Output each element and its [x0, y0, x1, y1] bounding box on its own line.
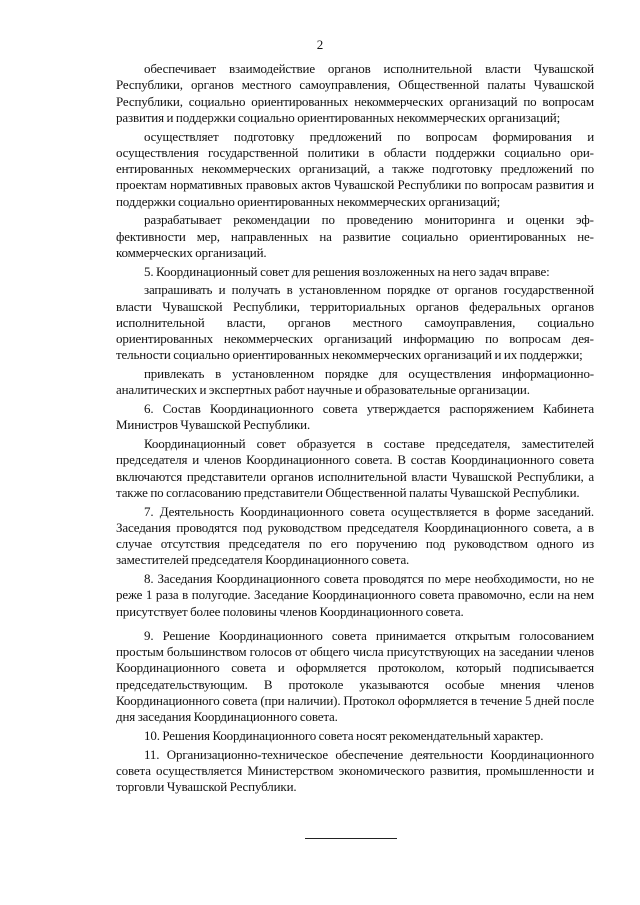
paragraph-11-support: 11. Организационно-техническое обеспечение деятельности Координационного совета осуществляется Министерством экономического развития, промышленности и торговли Чувашской Республики.: [116, 746, 594, 794]
paragraph-proposals-duty: осуществляет подготовку предложений по вопросам формирования и осуществления государственной политики в области поддержки социально ориентированных некоммерческих организаций, а также подготовку предложений по проектам нормативных правовых актов Чувашской Республики по вопросам развития и поддержки социально ориентированных некоммерческих организаций;: [116, 128, 594, 209]
paragraph-formation: Координационный совет образуется в составе председателя, заместителей председателя и членов Координационного совета. В состав Координационного совета включаются представители органов исполнительной власти Чувашской Республики, а также по согласованию представители Общественной палаты Чувашской Республики.: [116, 436, 594, 500]
paragraph-request-info-right: запрашивать и получать в установленном порядке от органов государственной власти Чувашской Республики, территориальных органов федеральных органов исполнительной власти, органов местного самоуправления, социально ориентированных некоммерческих организаций информацию по вопросам деятельности социально ориентированных некоммерческих организаций и их поддержки;: [116, 282, 594, 363]
paragraph-5-rights: 5. Координационный совет для решения возложенных на него задач вправе:: [144, 263, 550, 279]
paragraph-10-recommendations: 10. Решения Координационного совета носят рекомендательный характер.: [144, 727, 544, 743]
paragraph-9-decisions: 9. Решение Координационного совета принимается открытым голосованием простым большинством голосов от общего числа присутствующих на заседании членов Координационного совета и оформляется протоколом, который подписывается председательствующим. В протоколе указываются особые мнения членов Координационного совета (при наличии). Протокол оформляется в течение 5 дней после дня заседания Координационного совета.: [116, 627, 594, 724]
paragraph-coordination-duty: обеспечивает взаимодействие органов исполнительной власти Чувашской Республики, органов местного самоуправления, Общественной палаты Чувашской Республики, социально ориентированных некоммерческих организаций по вопросам развития и поддержки социально ориентированных некоммерческих организаций;: [116, 61, 594, 125]
paragraph-involve-experts-right: привлекать в установленном порядке для осуществления информационно-аналитических и экспертных работ научные и образовательные организации.: [116, 366, 594, 398]
document-body: [116, 61, 594, 795]
paragraph-monitoring-duty: разрабатывает рекомендации по проведению мониторинга и оценки эффективности мер, направленных на развитие социально ориентированных некоммерческих организаций.: [116, 212, 594, 260]
page-number: 2: [316, 37, 324, 52]
paragraph-8-meetings: 8. Заседания Координационного совета проводятся по мере необходимости, но не реже 1 раза в полугодие. Заседание Координационного совета правомочно, если на нем присутствует более половины членов Координационного совета.: [116, 571, 594, 619]
end-divider-line: [305, 838, 397, 839]
paragraph-7-activity: 7. Деятельность Координационного совета осуществляется в форме заседаний. Заседания проводятся под руководством председателя Координационного совета, а в случае отсутствия председателя по его поручению под руководством одного из заместителей председателя Координационного совета.: [116, 503, 594, 568]
paragraph-6-composition: 6. Состав Координационного совета утверждается распоряжением Кабинета Министров Чувашской Республики.: [116, 401, 594, 433]
